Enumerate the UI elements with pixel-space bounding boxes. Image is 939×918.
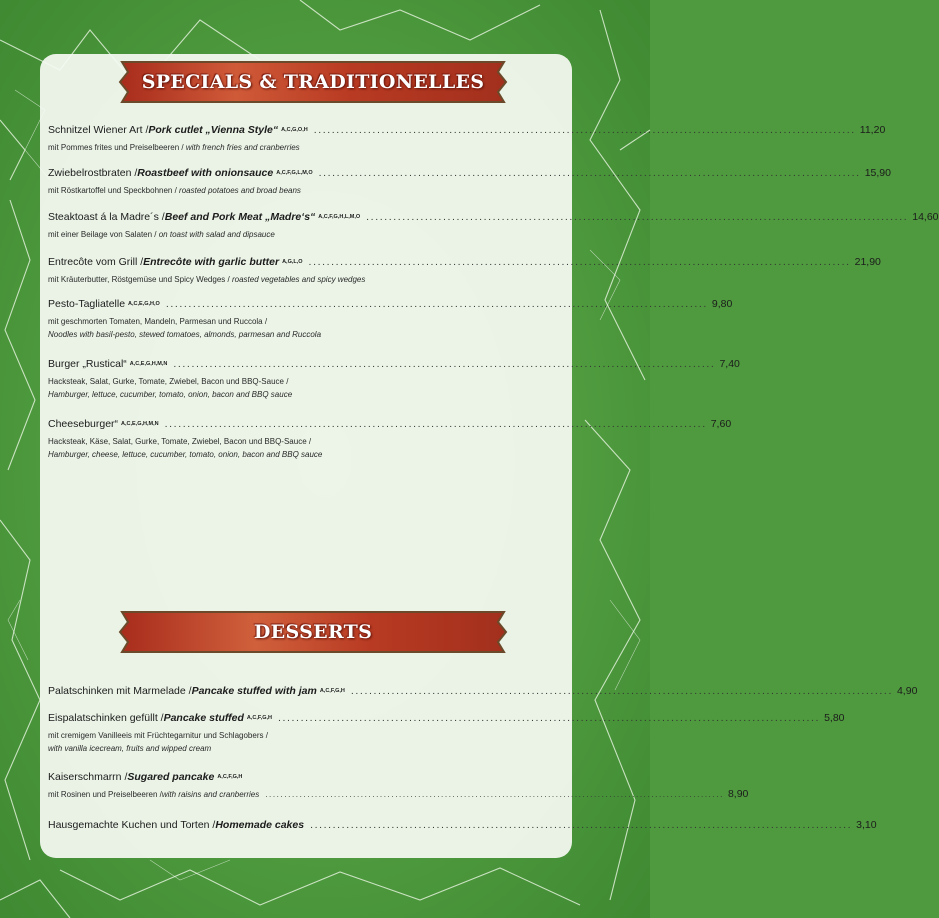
item-description — [48, 788, 749, 800]
item-name-de: Cheeseburger“ — [48, 418, 119, 430]
leader-dots: ........................................................................................................................ — [350, 685, 893, 697]
leader-dots: ........................................................................................................................ — [265, 790, 724, 799]
item-price: 9,80 — [711, 298, 733, 310]
item-price: 14,60 — [912, 211, 939, 223]
desc-en: roasted vegetables and spicy wedges — [231, 275, 366, 284]
menu-item — [48, 298, 733, 341]
desc-de: Hacksteak, Käse, Salat, Gurke, Tomate, Zwiebel, Bacon und BBQ-Sauce / — [48, 437, 312, 446]
leader-dots: ........................................................................................................................ — [277, 712, 821, 724]
item-price: 8,90 — [727, 788, 749, 800]
item-allergens: A,G,L,O — [282, 259, 303, 265]
item-price: 15,90 — [864, 167, 891, 179]
item-price: 7,60 — [710, 418, 732, 430]
leader-dots: ........................................................................................................................ — [165, 298, 708, 310]
item-name-de: Eispalatschinken gefüllt / — [48, 712, 164, 724]
item-description — [48, 315, 562, 341]
specials-banner — [118, 60, 508, 104]
desc-en: Noodles with basil-pesto, stewed tomatoes, almonds, parmesan and Ruccola — [48, 330, 322, 339]
item-allergens: A,C,F,G,H,L,M,O — [318, 214, 361, 220]
menu-item — [48, 712, 845, 755]
leader-dots: ........................................................................................................................ — [318, 167, 861, 179]
item-description — [48, 375, 562, 401]
desc-de: mit cremigem Vanilleeis mit Früchtegarnitur und Schlagobers / — [48, 731, 268, 740]
item-name-de: Schnitzel Wiener Art / — [48, 124, 149, 136]
item-allergens: A,C,G,O,H — [281, 127, 308, 133]
item-name-en: Pancake stuffed — [163, 712, 244, 724]
item-description — [48, 729, 562, 755]
item-description — [48, 435, 562, 461]
item-allergens: A,C,F,G,H — [217, 774, 243, 780]
desserts-title: DESSERTS — [253, 621, 373, 643]
item-allergens: A,C,F,G,H — [319, 688, 345, 694]
item-name-de: Pesto-Tagliatelle — [48, 298, 126, 310]
item-price: 7,40 — [719, 358, 740, 370]
leader-dots: ........................................................................................................................ — [310, 819, 853, 831]
desc-de: mit einer Beilage von Salaten / — [48, 230, 159, 239]
menu-item — [48, 256, 881, 286]
desc-de: mit Kräuterbutter, Röstgemüse und Spicy Wedges / — [48, 275, 232, 284]
item-name-en: Sugared pancake — [127, 771, 215, 783]
item-name-de: Hausgemachte Kuchen und Torten / — [48, 819, 216, 831]
item-name-en: Pancake stuffed with jam — [191, 685, 317, 697]
item-description — [48, 228, 562, 241]
item-price: 4,90 — [896, 685, 918, 697]
desc-de: mit Pommes frites und Preiselbeeren / — [48, 143, 186, 152]
item-allergens: A,C,E,G,H,O — [128, 301, 160, 307]
desc-en: with vanilla icecream, fruits and wipped cream — [48, 744, 212, 753]
desc-de: mit geschmorten Tomaten, Mandeln, Parmesan und Ruccola / — [48, 317, 268, 326]
item-name-en: Roastbeef with onionsauce — [137, 167, 274, 179]
item-name-de: Palatschinken mit Marmelade / — [48, 685, 192, 697]
desc-en: roasted potatoes and broad beans — [179, 186, 301, 195]
desc-de: mit Rosinen und Preiselbeeren / — [48, 790, 162, 799]
item-price: 5,80 — [824, 712, 845, 724]
item-allergens: A,C,F,G,H — [246, 715, 272, 721]
menu-item — [48, 418, 732, 461]
menu-item — [48, 685, 918, 700]
desc-de: Hacksteak, Salat, Gurke, Tomate, Zwiebel, Bacon und BBQ-Sauce / — [48, 377, 289, 386]
menu-item — [48, 819, 877, 834]
item-description — [48, 141, 562, 154]
desc-en: Hamburger, lettuce, cucumber, tomato, onion, bacon and BBQ sauce — [48, 390, 293, 399]
item-name-en: Beef and Pork Meat „Madre‘s“ — [164, 211, 316, 223]
item-name-de: Zwiebelrostbraten / — [48, 167, 138, 179]
leader-dots: ........................................................................................................................ — [164, 418, 707, 430]
item-allergens: A,C,E,G,H,M,N — [129, 361, 168, 367]
menu-item — [48, 167, 891, 197]
menu-item — [48, 771, 749, 800]
item-name-de: Burger „Rustical“ — [48, 358, 127, 370]
desserts-banner — [118, 610, 508, 654]
item-allergens: A,C,F,G,L,M,O — [276, 170, 313, 176]
desc-de: mit Röstkartoffel und Speckbohnen / — [48, 186, 180, 195]
desc-en: on toast with salad and dipsauce — [158, 230, 275, 239]
item-allergens: A,C,E,G,H,M,N — [121, 421, 159, 427]
item-price: 21,90 — [854, 256, 881, 268]
item-name-de: Kaiserschmarrn / — [48, 771, 128, 783]
item-name-en: Entrecôte with garlic butter — [143, 256, 280, 268]
desc-en: with raisins and cranberries — [161, 790, 260, 799]
desc-en: Hamburger, cheese, lettuce, cucumber, tomato, onion, bacon and BBQ sauce — [48, 450, 323, 459]
menu-item — [48, 358, 740, 401]
desc-en: with french fries and cranberries — [185, 143, 300, 152]
leader-dots: ........................................................................................................................ — [313, 124, 856, 136]
leader-dots: ........................................................................................................................ — [366, 211, 909, 223]
menu-item — [48, 211, 939, 241]
specials-title: SPECIALS & TRADITIONELLES — [141, 71, 485, 93]
item-name-en: Homemade cakes — [215, 819, 305, 831]
leader-dots: ........................................................................................................................ — [308, 256, 851, 268]
item-description — [48, 184, 562, 197]
item-name-en: Pork cutlet „Vienna Style“ — [148, 124, 279, 136]
item-price: 11,20 — [859, 124, 886, 136]
leader-dots: ........................................................................................................................ — [173, 358, 716, 370]
item-name-de: Steaktoast á la Madre´s / — [48, 211, 165, 223]
item-name-de: Entrecôte vom Grill / — [48, 256, 144, 268]
menu-item — [48, 124, 886, 154]
item-description — [48, 273, 562, 286]
item-price: 3,10 — [856, 819, 877, 831]
